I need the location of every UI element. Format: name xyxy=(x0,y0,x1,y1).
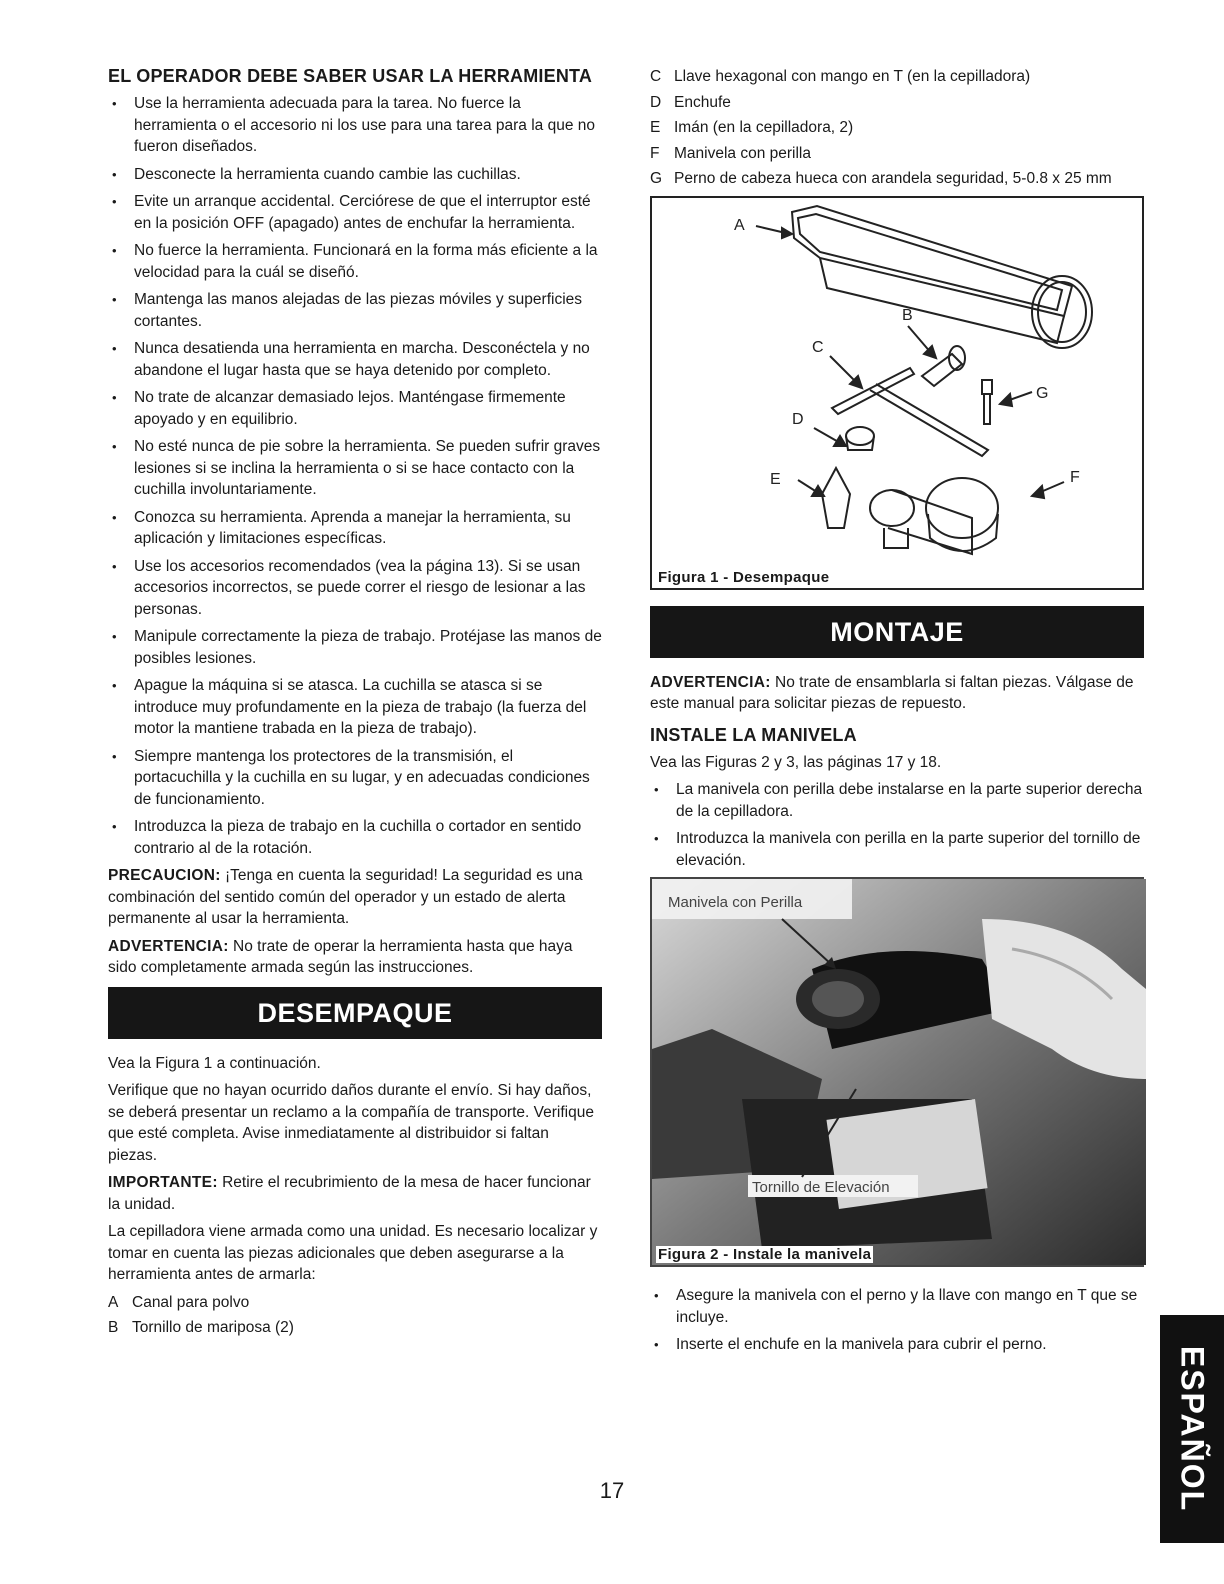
safety-bullet-list xyxy=(108,93,602,859)
label-tornillo-elevacion: Tornillo de Elevación xyxy=(752,1179,890,1196)
label-f: F xyxy=(1070,468,1080,486)
dust-chute-icon xyxy=(792,206,1092,348)
list-item xyxy=(650,168,1144,190)
list-item: • Apague la máquina si se atasca. La cuchilla se atasca si se introduce muy profundamente en la pieza de trabajo (la fuerza del motor la mantiene trabada en la pieza de trabajo). xyxy=(108,675,602,740)
montaje-advertencia-paragraph xyxy=(650,672,1144,715)
list-item: • Desconecte la herramienta cuando cambie las cuchillas. xyxy=(108,164,602,186)
advertencia-paragraph xyxy=(108,936,602,979)
list-item xyxy=(650,66,1144,88)
list-item: • No fuerce la herramienta. Funcionará en la forma más eficiente a la velocidad para la cuál se diseñó. xyxy=(108,240,602,283)
label-g: G xyxy=(1036,384,1049,402)
list-item: • Mantenga las manos alejadas de las piezas móviles y superficies cortantes. xyxy=(108,289,602,332)
list-item: • No trate de alcanzar demasiado lejos. Manténgase firmemente apoyado y en equilibrio. xyxy=(108,387,602,430)
pointer-arrows xyxy=(756,226,1064,498)
list-item: • Inserte el enchufe en la manivela para cubrir el perno. xyxy=(650,1334,1144,1356)
bolt-icon xyxy=(982,380,992,424)
language-side-tab xyxy=(1160,1315,1224,1543)
advertencia-text: No trate de ensamblarla si faltan piezas. Válgase de este manual para solicitar piezas de repuesto. xyxy=(650,673,1134,712)
list-item: • Nunca desatienda una herramienta en marcha. Desconéctela y no abandone el lugar hasta que se haya detenido por completo. xyxy=(108,338,602,381)
instale-bullet-list xyxy=(650,779,1144,871)
list-item: • La manivela con perilla debe instalarse en la parte superior derecha de la cepilladora. xyxy=(650,779,1144,822)
part-key: B xyxy=(108,1319,119,1336)
verifique-paragraph: Verifique que no hayan ocurrido daños durante el envío. Si hay daños, se deberá presentar un reclamo a la compañía de transporte. Verifique que esté completa. Avise inmediatamente al distribuidor si faltan piezas. xyxy=(108,1082,594,1164)
list-item xyxy=(108,1317,602,1339)
plug-icon xyxy=(846,427,874,450)
figure-2-caption: Figura 2 - Instale la manivela xyxy=(658,1246,872,1263)
part-key: E xyxy=(650,119,661,136)
importante-paragraph xyxy=(108,1172,602,1215)
label-manivela-perilla: Manivela con Perilla xyxy=(668,894,803,911)
figure-1-caption: Figura 1 - Desempaque xyxy=(658,568,830,586)
left-column xyxy=(108,66,602,1343)
montaje-section-bar: MONTAJE xyxy=(650,606,1144,658)
precaucion-text: ¡Tenga en cuenta la seguridad! La seguridad es una combinación del sentido común del operador y un estado de alerta permanente al usar la herramienta. xyxy=(108,867,583,927)
operator-heading: EL OPERADOR DEBE SABER USAR LA HERRAMIENTA xyxy=(108,66,593,86)
label-d: D xyxy=(792,410,804,428)
parts-illustration xyxy=(652,198,1146,588)
list-item xyxy=(650,143,1144,165)
parts-list-right xyxy=(650,66,1144,190)
advertencia-text: No trate de operar la herramienta hasta que haya sido completamente armada según las instrucciones. xyxy=(108,937,573,976)
part-text: Canal para polvo xyxy=(132,1293,250,1311)
list-item: • Manipule correctamente la pieza de trabajo. Protéjase las manos de posibles lesiones. xyxy=(108,626,602,669)
advertencia-label: ADVERTENCIA: xyxy=(650,673,771,691)
list-item xyxy=(650,117,1144,139)
cepilladora-paragraph: La cepilladora viene armada como una unidad. Es necesario localizar y tomar en cuenta las piezas adicionales que deben asegurarse a la herramienta antes de armarla: xyxy=(108,1223,598,1283)
list-item: • Use la herramienta adecuada para la tarea. No fuerce la herramienta o el accesorio ni los use para una tarea para la que no fueron diseñados. xyxy=(108,93,602,158)
part-key: D xyxy=(650,93,662,111)
list-item: • Introduzca la manivela con perilla en la parte superior del tornillo de elevación. xyxy=(650,828,1144,871)
part-text: Llave hexagonal con mango en T (en la cepilladora) xyxy=(674,68,1031,85)
crank-photo xyxy=(652,879,1146,1265)
page-number: 17 xyxy=(599,1478,625,1503)
part-text: Tornillo de mariposa (2) xyxy=(132,1319,294,1336)
importante-text: Retire el recubrimiento de la mesa de hacer funcionar la unidad. xyxy=(108,1174,591,1213)
part-text: Imán (en la cepilladora, 2) xyxy=(674,119,854,136)
list-item: • No esté nunca de pie sobre la herramienta. Se pueden sufrir graves lesiones si se inclina la herramienta o si se hace contacto con la cuchilla involuntariamente. xyxy=(108,436,602,501)
list-item: • Use los accesorios recomendados (vea la página 13). Si se usan accesorios incorrectos, se puede correr el riesgo de lesionar a las personas. xyxy=(108,556,602,621)
list-item xyxy=(650,92,1144,114)
list-item: • Evite un arranque accidental. Cerciórese de que el interruptor esté en la posición OFF (apagado) antes de enchufar la herramienta. xyxy=(108,191,602,234)
part-key: G xyxy=(650,170,663,187)
crank-handle-icon xyxy=(870,478,998,554)
part-key: C xyxy=(650,68,662,85)
instale-heading: INSTALE LA MANIVELA xyxy=(650,724,857,745)
language-tab-label: ESPAÑOL xyxy=(1174,1345,1211,1513)
magnet-icon xyxy=(822,468,850,528)
parts-list-left xyxy=(108,1292,602,1339)
label-a: A xyxy=(734,216,745,234)
figure-1-desempaque xyxy=(650,196,1144,590)
label-c: C xyxy=(812,338,824,356)
right-column xyxy=(650,66,1144,1362)
list-item: • Asegure la manivela con el perno y la llave con mango en T que se incluye. xyxy=(650,1285,1144,1328)
importante-label: IMPORTANTE: xyxy=(108,1174,218,1191)
vea-figuras-text: Vea las Figuras 2 y 3, las páginas 17 y 18. xyxy=(650,753,942,771)
part-text: Enchufe xyxy=(674,93,731,111)
part-key: A xyxy=(108,1293,119,1311)
list-item: • Siempre mantenga los protectores de la transmisión, el portacuchilla y la cuchilla en su lugar, y en adecuadas condiciones de funcionamiento. xyxy=(108,746,602,811)
part-text: Manivela con perilla xyxy=(674,144,811,162)
list-item xyxy=(108,1292,602,1314)
list-item: • Conozca su herramienta. Aprenda a manejar la herramienta, su aplicación y limitaciones específicas. xyxy=(108,507,602,550)
figure-2-instale-manivela xyxy=(650,877,1144,1267)
part-key: F xyxy=(650,144,660,162)
desempaque-section-bar: DESEMPAQUE xyxy=(108,987,602,1039)
label-b: B xyxy=(902,306,913,324)
part-text: Perno de cabeza hueca con arandela seguridad, 5-0.8 x 25 mm xyxy=(674,170,1112,187)
list-item: • Introduzca la pieza de trabajo en la cuchilla o cortador en sentido contrario al de la rotación. xyxy=(108,816,602,859)
precaucion-label: PRECAUCION: xyxy=(108,867,221,884)
label-e: E xyxy=(770,470,781,488)
vea-figura-text: Vea la Figura 1 a continuación. xyxy=(108,1054,321,1072)
advertencia-label: ADVERTENCIA: xyxy=(108,937,229,955)
precaucion-paragraph xyxy=(108,865,602,930)
instale-bullet-list-2 xyxy=(650,1285,1144,1356)
